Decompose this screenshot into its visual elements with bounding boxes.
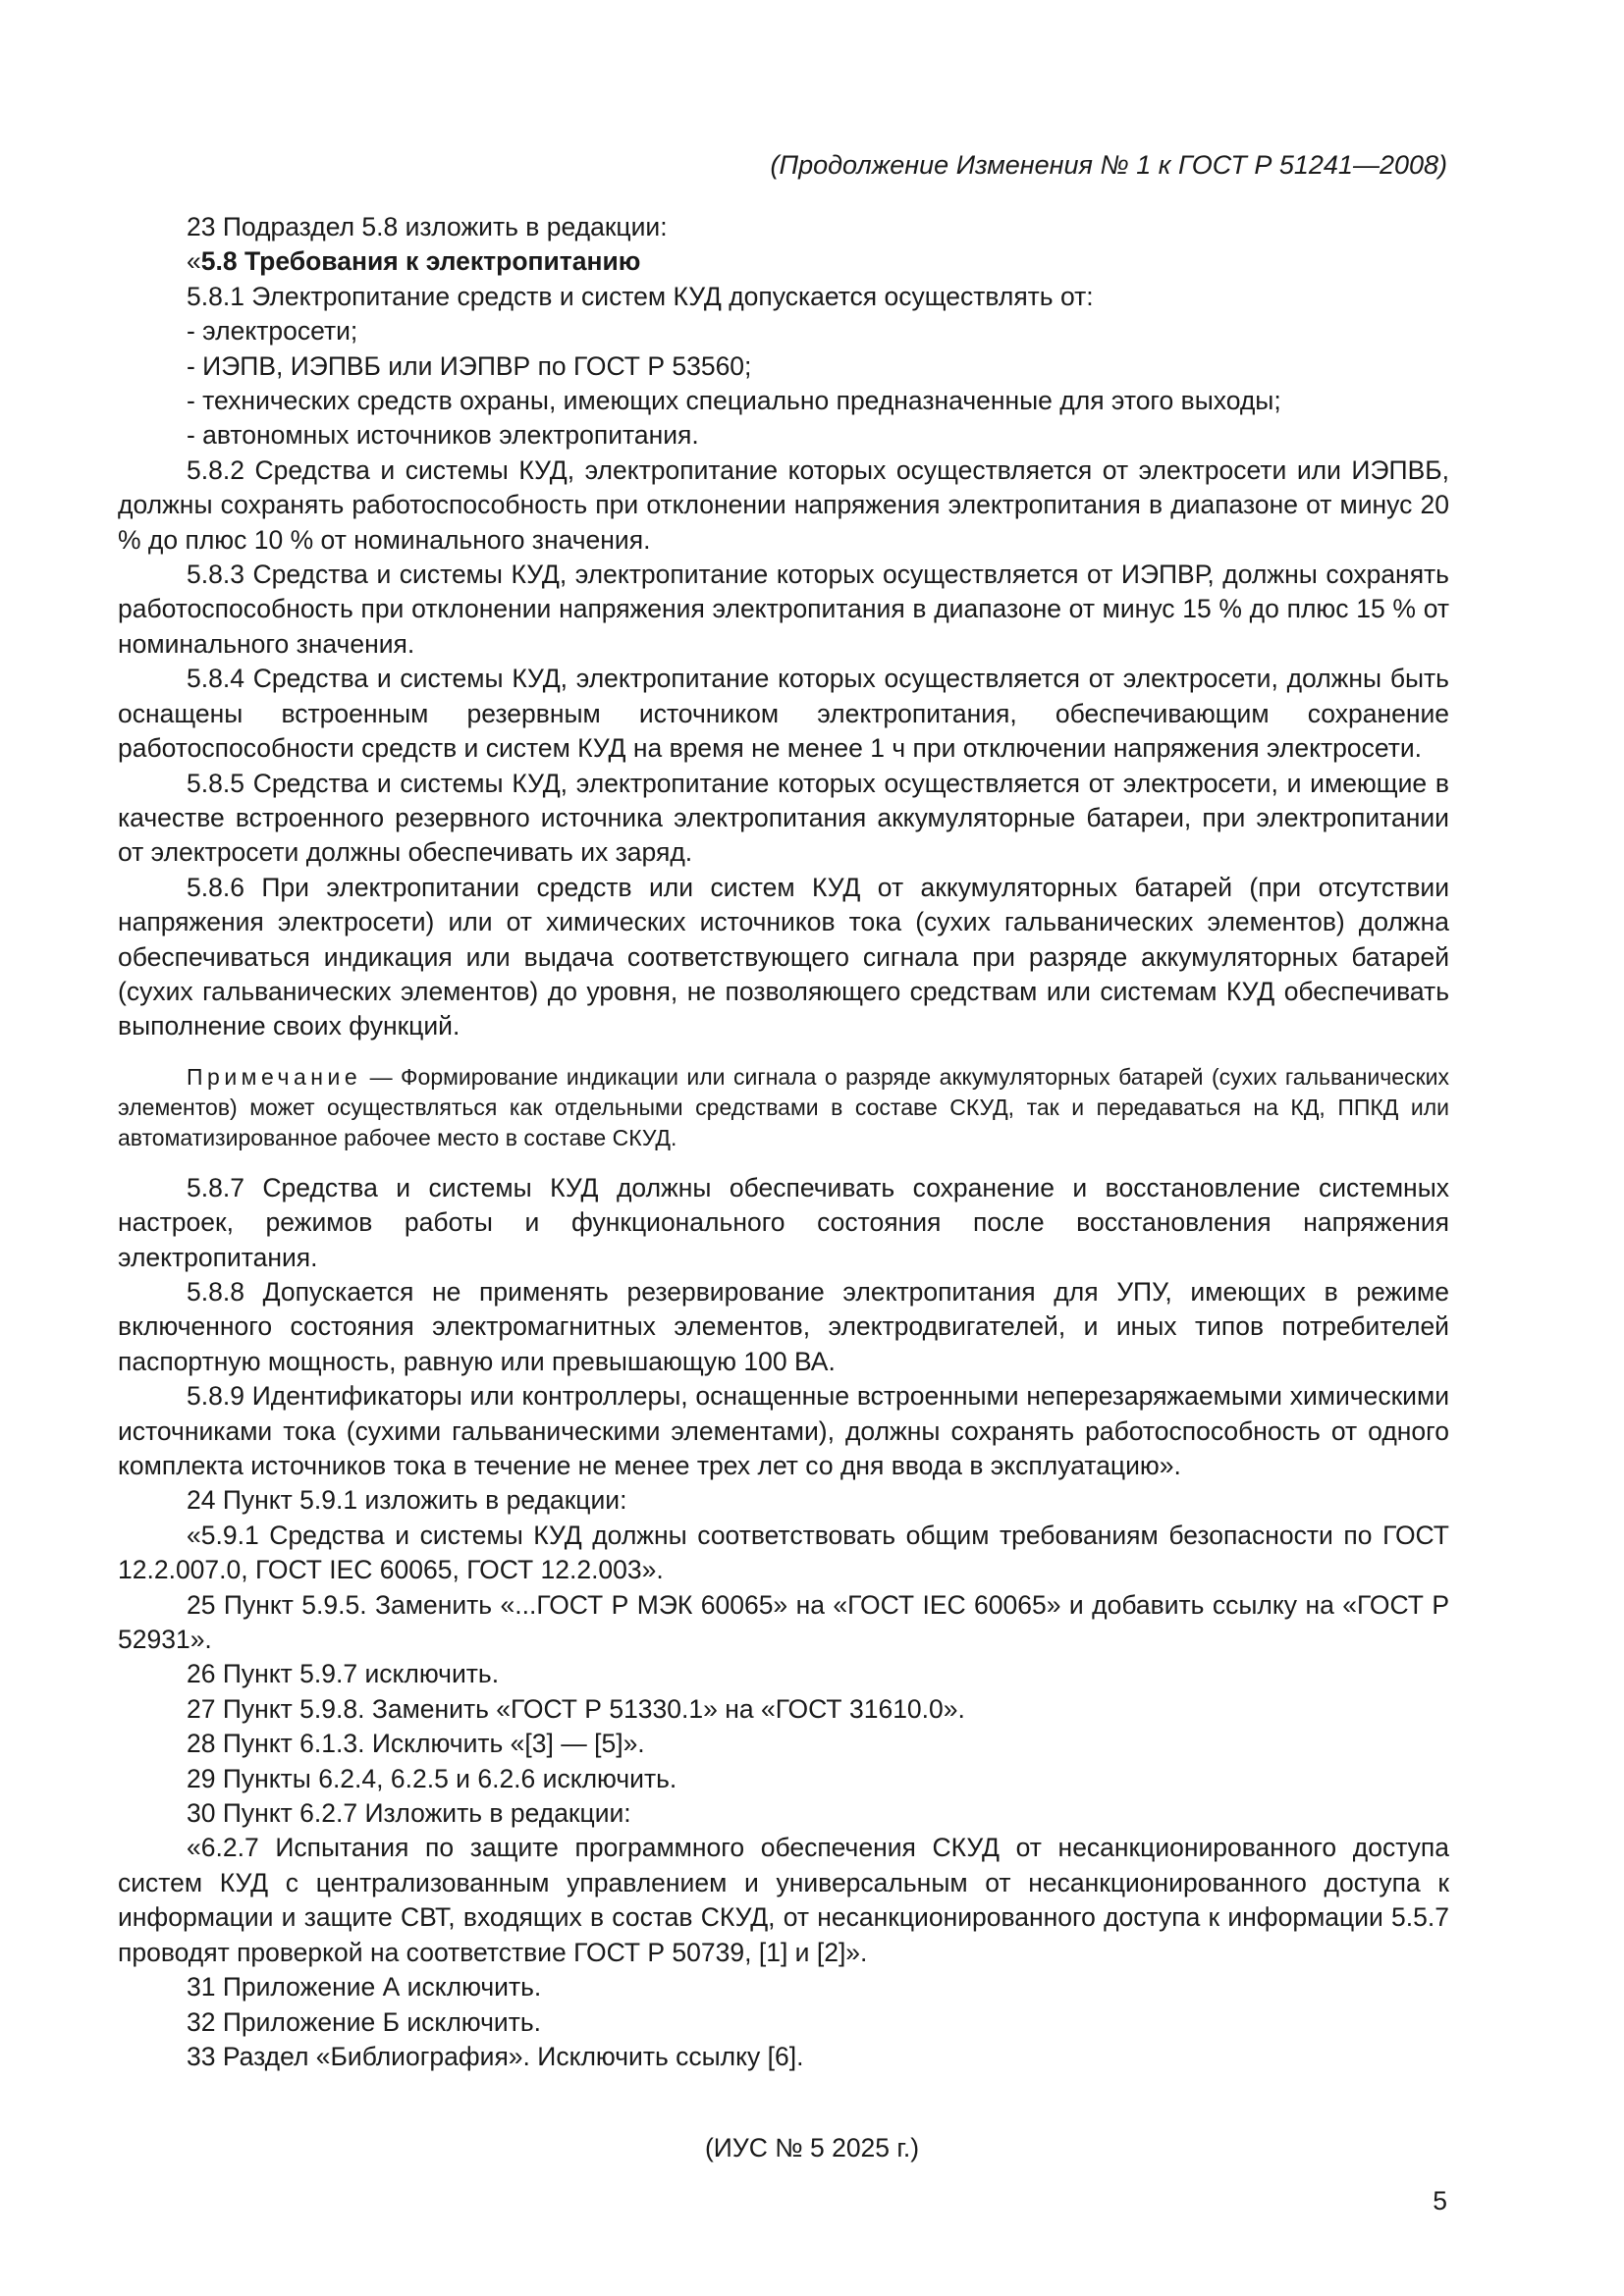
item-23: 23 Подраздел 5.8 изложить в редакции: [187, 212, 668, 241]
item-25: 25 Пункт 5.9.5. Заменить «...ГОСТ Р МЭК 60065» на «ГОСТ IEC 60065» и добавить ссылку на «ГОСТ Р 52931». [118, 1589, 1449, 1655]
clause-6-2-7: «6.2.7 Испытания по защите программного обеспечения СКУД от несанкционированного доступа систем КУД с централизованным управлением и универсальным от несанкционированного доступа к информации и защите СВТ, входящих в состав СКУД, от несанкционированного доступа к информации 5.5.7 проводят проверкой на соответствие ГОСТ Р 50739, [1] и [2]». [118, 1833, 1449, 1967]
item-26: 26 Пункт 5.9.7 исключить. [187, 1659, 500, 1689]
item-32: 32 Приложение Б исключить. [187, 2006, 541, 2037]
section-5-8-heading [118, 244, 1449, 279]
item-29: 29 Пункты 6.2.4, 6.2.5 и 6.2.6 исключить. [187, 1763, 677, 1793]
list-item: - электросети; [187, 316, 358, 347]
clause-5-8-8: 5.8.8 Допускается не применять резервирование электропитания для УПУ, имеющих в режиме включенного состояния электромагнитных элементов, электродвигателей, и иных типов потребителей паспортную мощность, равную или превышающую 100 ВА. [118, 1276, 1449, 1376]
open-quote: « [187, 246, 201, 277]
page-number: 5 [1433, 2186, 1447, 2216]
clause-5-8-7: 5.8.7 Средства и системы КУД должны обеспечивать сохранение и восстановление системных настроек, режимов работы и функционального состояния после восстановления напряжения электропитания. [118, 1172, 1449, 1272]
clause-5-8-5: 5.8.5 Средства и системы КУД, электропитание которых осуществляется от электросети, и имеющие в качестве встроенного резервного источника электропитания аккумуляторные батареи, при электропитании от электросети должны обеспечивать их заряд. [118, 768, 1449, 868]
note [118, 1062, 1449, 1153]
note-label: Примечание [187, 1063, 362, 1090]
clause-5-8-4: 5.8.4 Средства и системы КУД, электропитание которых осуществляется от электросети, должны быть оснащены встроенным резервным источником электропитания, обеспечивающим сохранение работоспособности средств и систем КУД на время не менее 1 ч при отключении напряжения электросети. [118, 664, 1449, 764]
clause-5-8-9: 5.8.9 Идентификаторы или контроллеры, оснащенные встроенными неперезаряжаемыми химическими источниками тока (сухими гальваническими элементами), должны сохранять работоспособность от одного комплекта источников тока в течение не менее трех лет со дня ввода в эксплуатацию». [118, 1381, 1449, 1480]
list-item: - технических средств охраны, имеющих специально предназначенные для этого выходы; [187, 386, 1281, 416]
clause-5-8-2: 5.8.2 Средства и системы КУД, электропитание которых осуществляется от электросети или ИЭПВБ, должны сохранять работоспособность при отклонении напряжения электропитания в диапазоне от минус 20 % до плюс 10 % от номинального значения. [118, 454, 1449, 555]
item-31: 31 Приложение А исключить. [187, 1972, 542, 2002]
item-33: 33 Раздел «Библиография». Исключить ссылку [6]. [187, 2041, 804, 2071]
item-28: 28 Пункт 6.1.3. Исключить «[3] — [5]». [187, 1729, 645, 1759]
document-body [118, 210, 1449, 2074]
ius-footer: (ИУС № 5 2025 г.) [704, 2133, 920, 2163]
continuation-header: (Продолжение Изменения № 1 к ГОСТ Р 51241—2008) [770, 150, 1447, 180]
item-27: 27 Пункт 5.9.8. Заменить «ГОСТ Р 51330.1» на «ГОСТ 31610.0». [187, 1693, 965, 1724]
item-30: 30 Пункт 6.2.7 Изложить в редакции: [187, 1798, 631, 1829]
item-24: 24 Пункт 5.9.1 изложить в редакции: [187, 1485, 627, 1516]
section-5-8-title: 5.8 Требования к электропитанию [200, 246, 641, 277]
clause-5-8-1: 5.8.1 Электропитание средств и систем КУД допускается осуществлять от: [187, 281, 1094, 311]
clause-5-8-6: 5.8.6 При электропитании средств или систем КУД от аккумуляторных батарей (при отсутствии напряжения электросети) или от химических источников тока (сухих гальванических элементов) должна обеспечиваться индикация или выдача соответствующего сигнала при разряде аккумуляторных батарей (сухих гальванических элементов) до уровня, не позволяющего средствам или системам КУД обеспечивать выполнение своих функций. [118, 872, 1449, 1041]
note-text: — Формирование индикации или сигнала о разряде аккумуляторных батарей (сухих гальванических элементов) может осуществляться как отдельными средствами в составе СКУД, так и передаваться на КД, ППКД или автоматизированное рабочее место в составе СКУД. [118, 1063, 1449, 1150]
clause-5-9-1: «5.9.1 Средства и системы КУД должны соответствовать общим требованиям безопасности по ГОСТ 12.2.007.0, ГОСТ IEC 60065, ГОСТ 12.2.003». [118, 1520, 1449, 1585]
list-item: - автономных источников электропитания. [187, 420, 699, 451]
list-item: - ИЭПВ, ИЭПВБ или ИЭПВР по ГОСТ Р 53560; [187, 350, 752, 381]
clause-5-8-3: 5.8.3 Средства и системы КУД, электропитание которых осуществляется от ИЭПВР, должны сохранять работоспособность при отклонении напряжения электропитания в диапазоне от минус 15 % до плюс 15 % от номинального значения. [118, 560, 1449, 659]
